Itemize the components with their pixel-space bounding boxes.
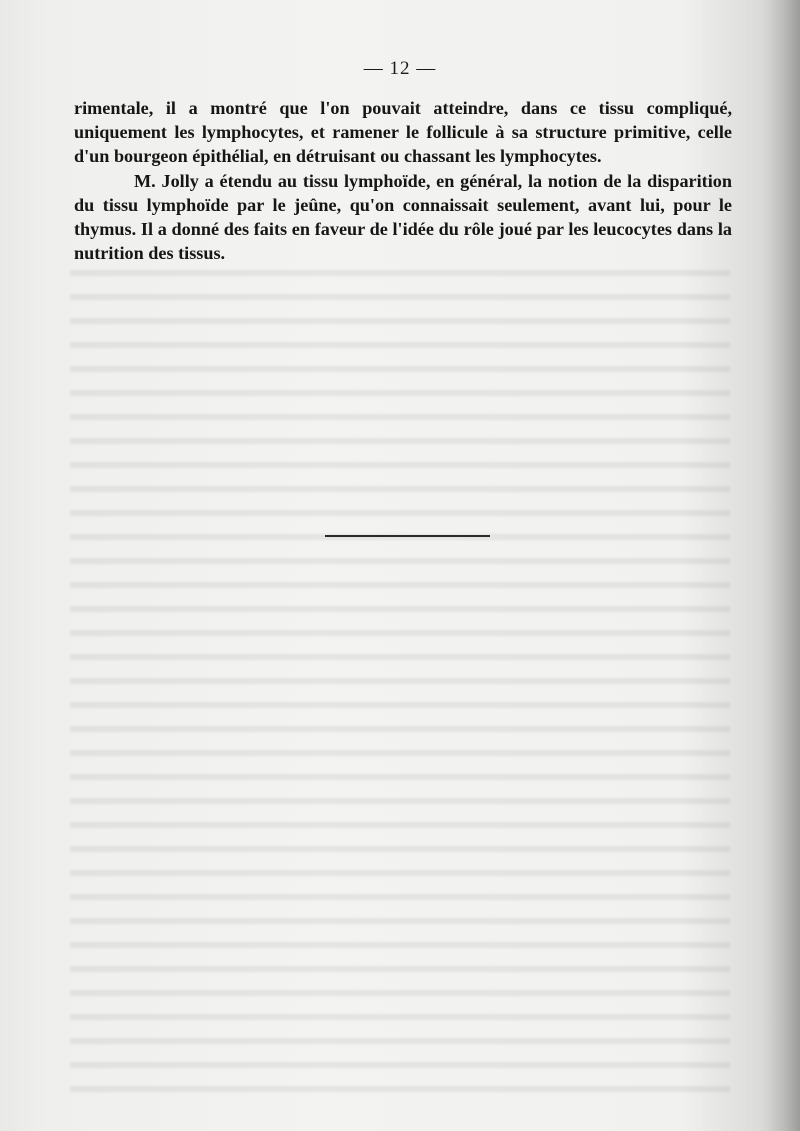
body-text: [74, 96, 732, 265]
section-divider: [325, 535, 490, 537]
paragraph-2: M. Jolly a étendu au tissu lymphoïde, en général, la notion de la disparition du tissu lymphoïde par le jeûne, qu'on connaissait seulement, avant lui, pour le thymus. Il a donné des faits en faveur de l'idée du rôle joué par les leucocytes dans la nutrition des tissus.: [74, 170, 732, 264]
show-through-texture: [70, 262, 730, 1102]
page-edge-shadow: [760, 0, 800, 1131]
page-number: — 12 —: [363, 58, 437, 79]
paragraph-1: rimentale, il a montré que l'on pouvait atteindre, dans ce tissu compliqué, uniquement les lymphocytes, et ramener le follicule à sa structure primitive, celle d'un bourgeon épithélial, en détruisant ou chassant les lymphocytes.: [74, 98, 732, 167]
